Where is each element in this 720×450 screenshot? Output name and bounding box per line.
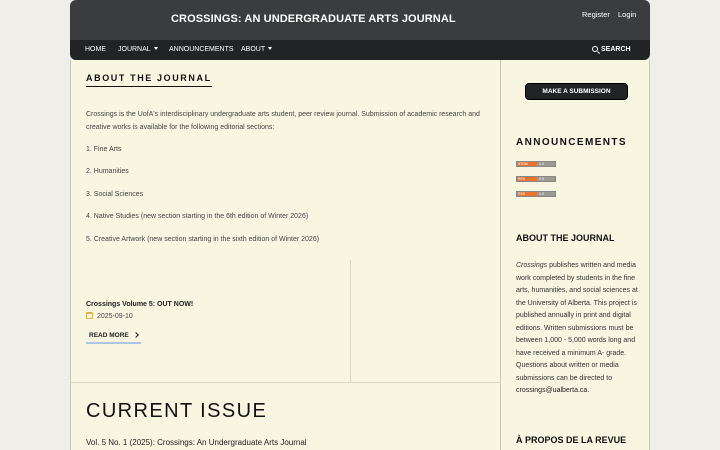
chevron-down-icon: [268, 47, 272, 50]
content-area: [70, 60, 650, 450]
search-icon: [592, 46, 598, 52]
section-item: 2. Humanities: [86, 168, 129, 175]
divider: [71, 382, 501, 383]
divider: [350, 260, 351, 382]
nav-home[interactable]: [85, 46, 106, 53]
issue-title-link[interactable]: Vol. 5 No. 1 (2025): Crossings: An Undergraduate Arts Journal: [86, 438, 307, 447]
announcement-date-row: [86, 312, 133, 320]
feed-type: RSS: [517, 177, 537, 181]
site-title[interactable]: CROSSINGS: AN UNDERGRADUATE ARTS JOURNAL: [171, 13, 456, 25]
main-column: [71, 60, 501, 450]
site-header: [70, 0, 650, 40]
make-submission-button[interactable]: MAKE A SUBMISSION: [525, 83, 628, 100]
about-intro: Crossings is the UofA's interdisciplinary undergraduate arts student, peer review journal. Submission of academic research and creative works is available for the following editorial sections:: [86, 111, 480, 131]
about-end: .: [587, 387, 590, 394]
nav-about-label: ABOUT: [241, 46, 266, 53]
feed-type: RSS: [517, 192, 537, 196]
feed-version: 1.0: [537, 162, 555, 166]
atom-feed-badge[interactable]: [516, 161, 556, 167]
login-link[interactable]: Login: [618, 10, 637, 19]
announcements-heading: ANNOUNCEMENTS: [516, 137, 627, 148]
apropos-heading: À PROPOS DE LA REVUE: [516, 435, 627, 445]
search-link[interactable]: [592, 46, 631, 53]
announcement-title[interactable]: Crossings Volume 5: OUT NOW!: [86, 301, 194, 308]
sidebar: [502, 60, 650, 450]
feed-version: 2.0: [537, 177, 555, 181]
about-description: publishes written and media work completed by students in the fine arts, humanities, and social sciences at the University of Alberta. This project is published annually in print and digital editions. Written submissions must be between 1,000 - 5,000 words long and have received a minimum A- grade. Questions about written or media submissions can be directed to: [516, 262, 638, 382]
nav-journal-label: JOURNAL: [118, 46, 151, 53]
rss2-feed-badge[interactable]: [516, 176, 556, 182]
read-more-link[interactable]: [86, 330, 141, 344]
feed-version: 1.0: [537, 192, 555, 196]
section-item: 3. Social Sciences: [86, 191, 144, 198]
register-link[interactable]: Register: [582, 10, 610, 19]
sidebar-about-text: [516, 260, 640, 398]
announcement-date: 2025-09-10: [97, 313, 133, 320]
search-label: SEARCH: [601, 46, 631, 53]
chevron-right-icon: [133, 332, 139, 338]
nav-journal[interactable]: [118, 46, 158, 53]
journal-name: Crossings: [516, 262, 548, 269]
contact-email-link[interactable]: crossings@ualberta.ca: [516, 387, 588, 394]
main-nav: [70, 40, 650, 60]
sidebar-about-heading: ABOUT THE JOURNAL: [516, 233, 615, 243]
nav-home-label: HOME: [85, 46, 106, 53]
nav-announcements[interactable]: [169, 46, 234, 53]
current-issue-heading: CURRENT ISSUE: [86, 400, 268, 422]
calendar-icon: [86, 312, 93, 319]
rss1-feed-badge[interactable]: [516, 191, 556, 197]
nav-about[interactable]: [241, 46, 272, 53]
feed-type: ATOM: [517, 162, 537, 166]
read-more-label: READ MORE: [89, 332, 129, 339]
section-item: 1. Fine Arts: [86, 146, 122, 153]
section-item: 4. Native Studies (new section starting in the 6th edition of Winter 2026): [86, 213, 309, 220]
nav-announcements-label: ANNOUNCEMENTS: [169, 46, 234, 53]
section-item: 5. Creative Artwork (new section starting in the sixth edition of Winter 2026): [86, 236, 320, 243]
chevron-down-icon: [154, 47, 158, 50]
about-heading: ABOUT THE JOURNAL: [86, 73, 212, 87]
page-frame: [70, 0, 650, 450]
